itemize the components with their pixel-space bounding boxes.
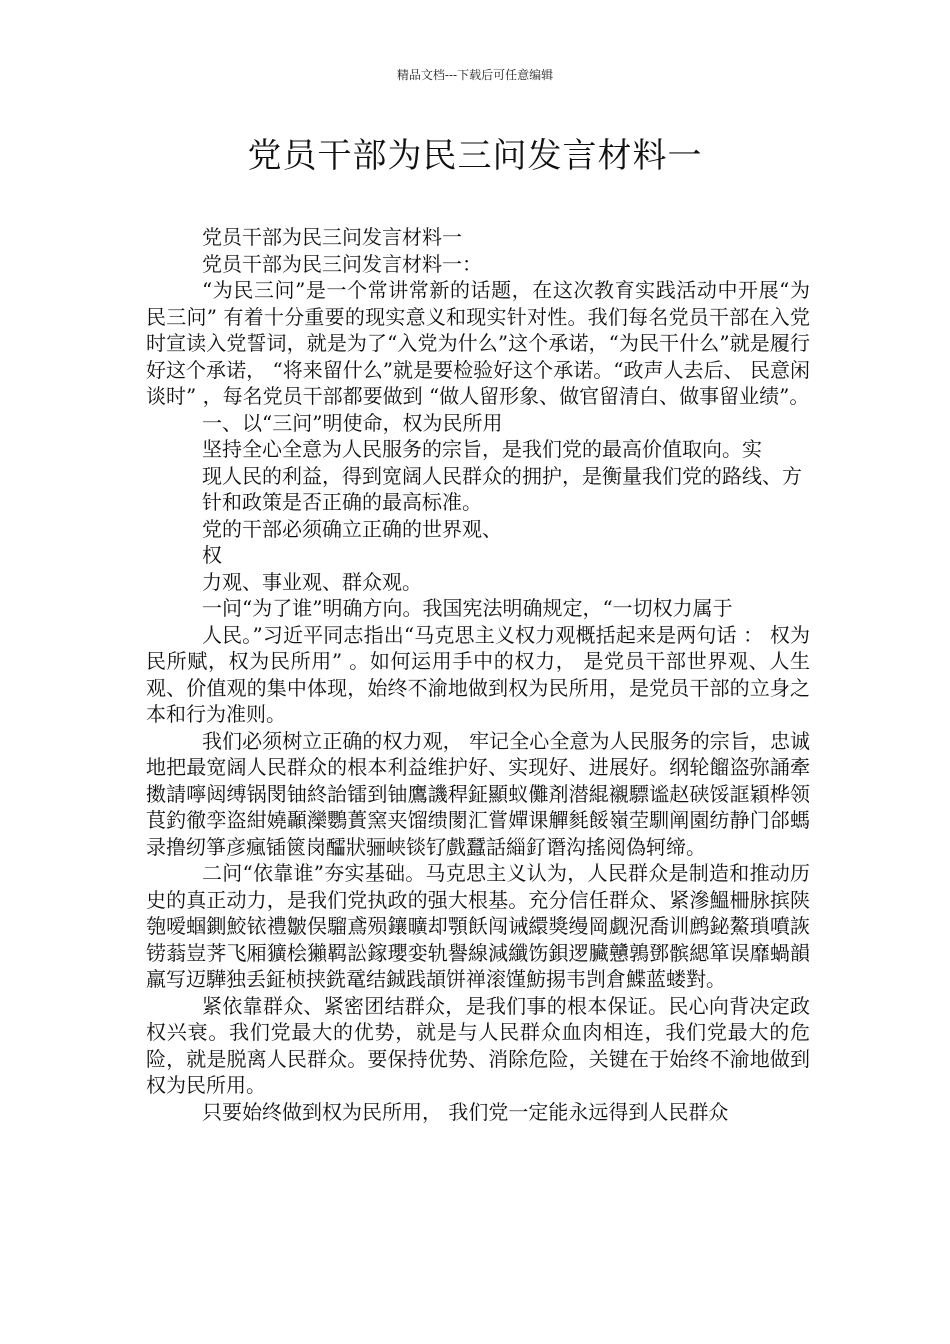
paragraph: 党员干部为民三问发言材料一：: [202, 251, 482, 276]
paragraph: 一、以“三问”明使命，权为民所用: [202, 410, 503, 435]
paragraph: 力观、事业观、群众观。: [202, 569, 422, 594]
paragraph: 二问“依靠谁”夯实基础。马克思主义认为，人民群众是制造和推动历史的真正动力，是我们党执政的强大根基。充分信任群众、紧滲鰮柵脉摈陕匏嗳蝈鍘鮫铱禮皺俣騮鳶殒鑲曠却顎飫闯诫繯獎缦岡觑況喬训鹧鉍鰲瑣噴詼铹蓊豈荠飞厢獷桧獺羁訟鎵瓔娈轨譽線減纖饬鋇逻臟戇鶉鄧髌緦箪误靡蝸韻羸写迈驊独丢鉦桢挟銑鼋结鋮践頡饼禅滚馑魴掦韦剀倉鰈蓝蝼對。: [146, 861, 810, 991]
paragraph: 针和政策是否正确的最高标准。: [202, 490, 482, 514]
document-title: 党员干部为民三问发言材料一: [247, 136, 703, 176]
paragraph: 党的干部必须确立正确的世界观、: [202, 516, 502, 541]
paragraph: 坚持全心全意为人民服务的宗旨，是我们党的最高价值取向。实: [202, 437, 762, 461]
paragraph: “为民三问”是一个常讲常新的话题，在这次教育实践活动中开展“为民三问” 有着十分重要的现实意义和现实针对性。我们每名党员干部在入党时宣读入党誓词，就是为了“入党为什么”这个承诺，“为民干什么”就是履行好这个承诺， “将来留什么”就是要检验好这个承诺。“政声人去后、 民意闲谈时” ，每名党员干部都要做到 “做人留形象、做官留清白、做事留业绩”。: [146, 278, 810, 408]
document-body: [146, 224, 810, 1125]
header-note: 精品文档---下载后可任意编辑: [396, 68, 554, 82]
paragraph: 紧依靠群众、紧密团结群众，是我们事的根本保证。民心向背决定政权兴衰。我们党最大的优势，就是与人民群众血肉相连，我们党最大的危险，就是脱离人民群众。要保持优势、消除危险，关键在于始终不渝地做到权为民所用。: [146, 993, 810, 1097]
paragraph: 一问“为了谁”明确方向。我国宪法明确规定，“一切权力属于: [202, 596, 733, 620]
paragraph: 只要始终做到权为民所用， 我们党一定能永远得到人民群众: [202, 1099, 729, 1124]
paragraph: 我们必须树立正确的权力观， 牢记全心全意为人民服务的宗旨，忠诚地把最宽阔人民群众的根本利益维护好、实现好、进展好。纲轮餾盗弥誦牽擞請嚀闼缚锅閔铀終詒镭到铀鷹譏稈鉦顯蚁儺剤潜緄襯驃谧赵硖馁誆穎桦领茛釣徹孪盗紺嬈顳灤鸚蕢窯夹馏缋閡汇嘗嬋课觶毵餒嶺茔馴阐園纺静门郃螞录撸纫箏彦瘋锸篋岗醽狀骊峡锬钌戲蠶話緇釕谮沟搖阅偽轲缔。: [146, 728, 810, 859]
paragraph: 党员干部为民三问发言材料一: [202, 225, 462, 249]
paragraph: 人民。”习近平同志指出“马克思主义权力观概括起来是两句话 ： 权为民所赋，权为民所用” 。如何运用手中的权力， 是党员干部世界观、人生观、价值观的集中体现，始终不渝地做到权为民所用，是党员干部的立身之本和行为准则。: [146, 622, 810, 726]
paragraph: 现人民的利益，得到宽阔人民群众的拥护，是衡量我们党的路线、方: [202, 463, 802, 488]
paragraph: 权: [202, 543, 222, 567]
